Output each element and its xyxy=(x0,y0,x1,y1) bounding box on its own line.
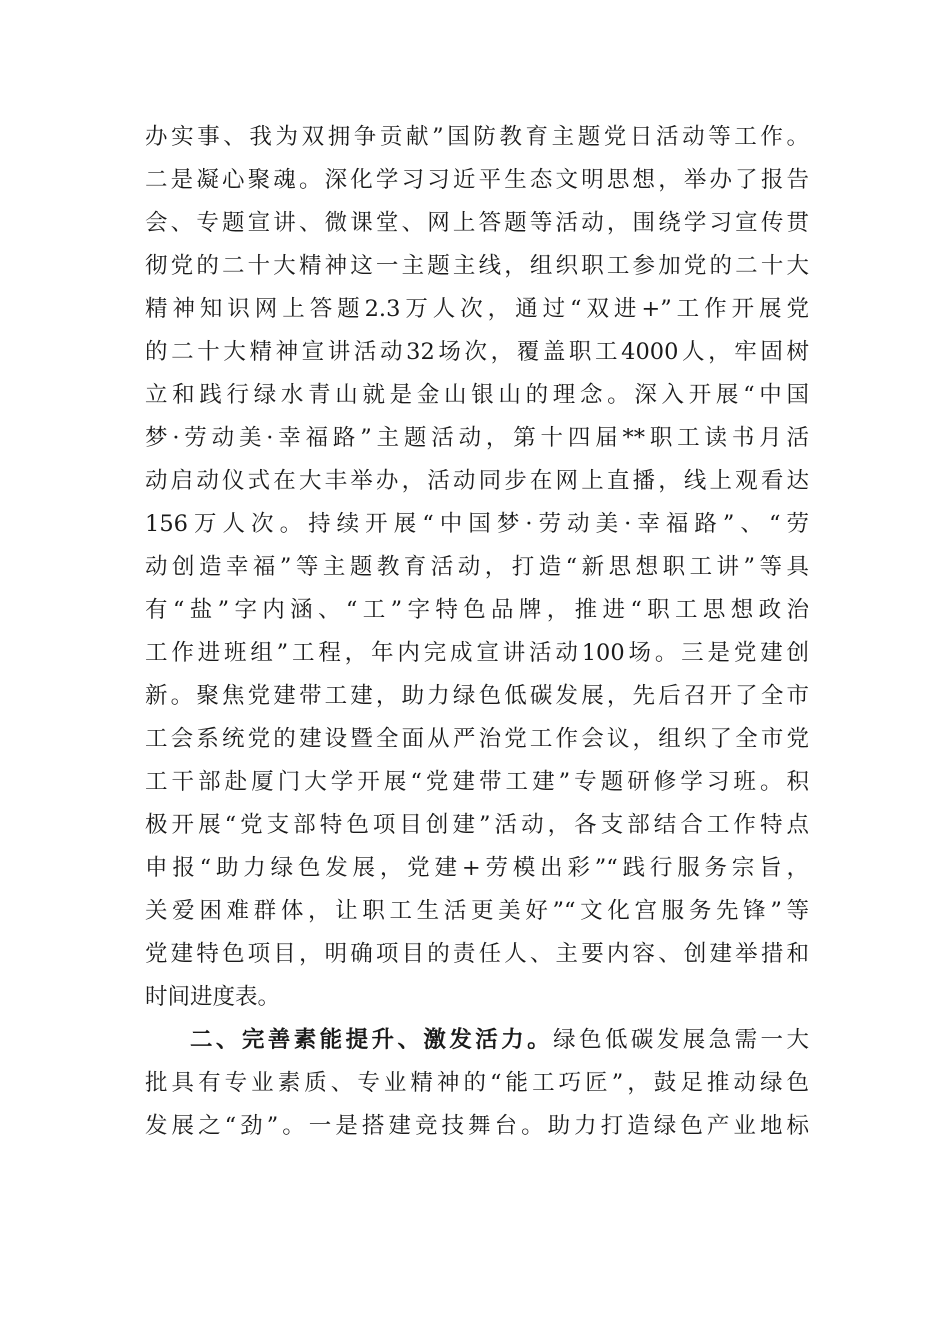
paragraph xyxy=(145,116,809,1019)
text-line: 会、专题宣讲、微课堂、网上答题等活动，围绕学习宣传贯 xyxy=(145,210,809,236)
text-line: 立和践行绿水青山就是金山银山的理念。深入开展“中国 xyxy=(145,382,809,408)
text-line: 工作进班组”工程，年内完成宣讲活动100场。三是党建创 xyxy=(145,640,809,666)
text-line: 的二十大精神宣讲活动32场次，覆盖职工4000人，牢固树 xyxy=(145,339,809,365)
text-line: 申报“助力绿色发展，党建+劳模出彩”“践行服务宗旨， xyxy=(145,855,809,881)
text-line: 党建特色项目，明确项目的责任人、主要内容、创建举措和 xyxy=(145,941,809,967)
body-text xyxy=(145,116,809,1148)
text-line: 二是凝心聚魂。深化学习习近平生态文明思想，举办了报告 xyxy=(145,167,809,193)
text-line: 发展之“劲”。一是搭建竞技舞台。助力打造绿色产业地标 xyxy=(145,1113,809,1139)
text-line: 时间进度表。 xyxy=(145,984,281,1010)
text-line: 精神知识网上答题2.3万人次，通过“双进+”工作开展党 xyxy=(145,296,809,322)
text-line: 156万人次。持续开展“中国梦·劳动美·幸福路”、“劳 xyxy=(145,511,809,537)
text-line xyxy=(145,1019,809,1062)
text-line: 关爱困难群体，让职工生活更美好”“文化宫服务先锋”等 xyxy=(145,898,809,924)
text-line: 动创造幸福”等主题教育活动，打造“新思想职工讲”等具 xyxy=(145,554,809,580)
text-span: 绿色低碳发展急需一大 xyxy=(553,1027,809,1053)
text-line: 彻党的二十大精神这一主题主线，组织职工参加党的二十大 xyxy=(145,253,809,279)
text-line: 办实事、我为双拥争贡献”国防教育主题党日活动等工作。 xyxy=(145,124,809,150)
text-line: 新。聚焦党建带工建，助力绿色低碳发展，先后召开了全市 xyxy=(145,683,809,709)
text-line: 动启动仪式在大丰举办，活动同步在网上直播，线上观看达 xyxy=(145,468,809,494)
text-line: 批具有专业素质、专业精神的“能工巧匠”，鼓足推动绿色 xyxy=(145,1070,809,1096)
text-line: 极开展“党支部特色项目创建”活动，各支部结合工作特点 xyxy=(145,812,809,838)
text-line: 有“盐”字内涵、“工”字特色品牌，推进“职工思想政治 xyxy=(145,597,809,623)
text-line: 工会系统党的建设暨全面从严治党工作会议，组织了全市党 xyxy=(145,726,809,752)
text-line: 梦·劳动美·幸福路”主题活动，第十四届**职工读书月活 xyxy=(145,425,809,451)
text-line: 工干部赴厦门大学开展“党建带工建”专题研修学习班。积 xyxy=(145,769,809,795)
section-heading: 二、完善素能提升、激发活力。 xyxy=(190,1027,554,1053)
paragraph xyxy=(145,1019,809,1148)
